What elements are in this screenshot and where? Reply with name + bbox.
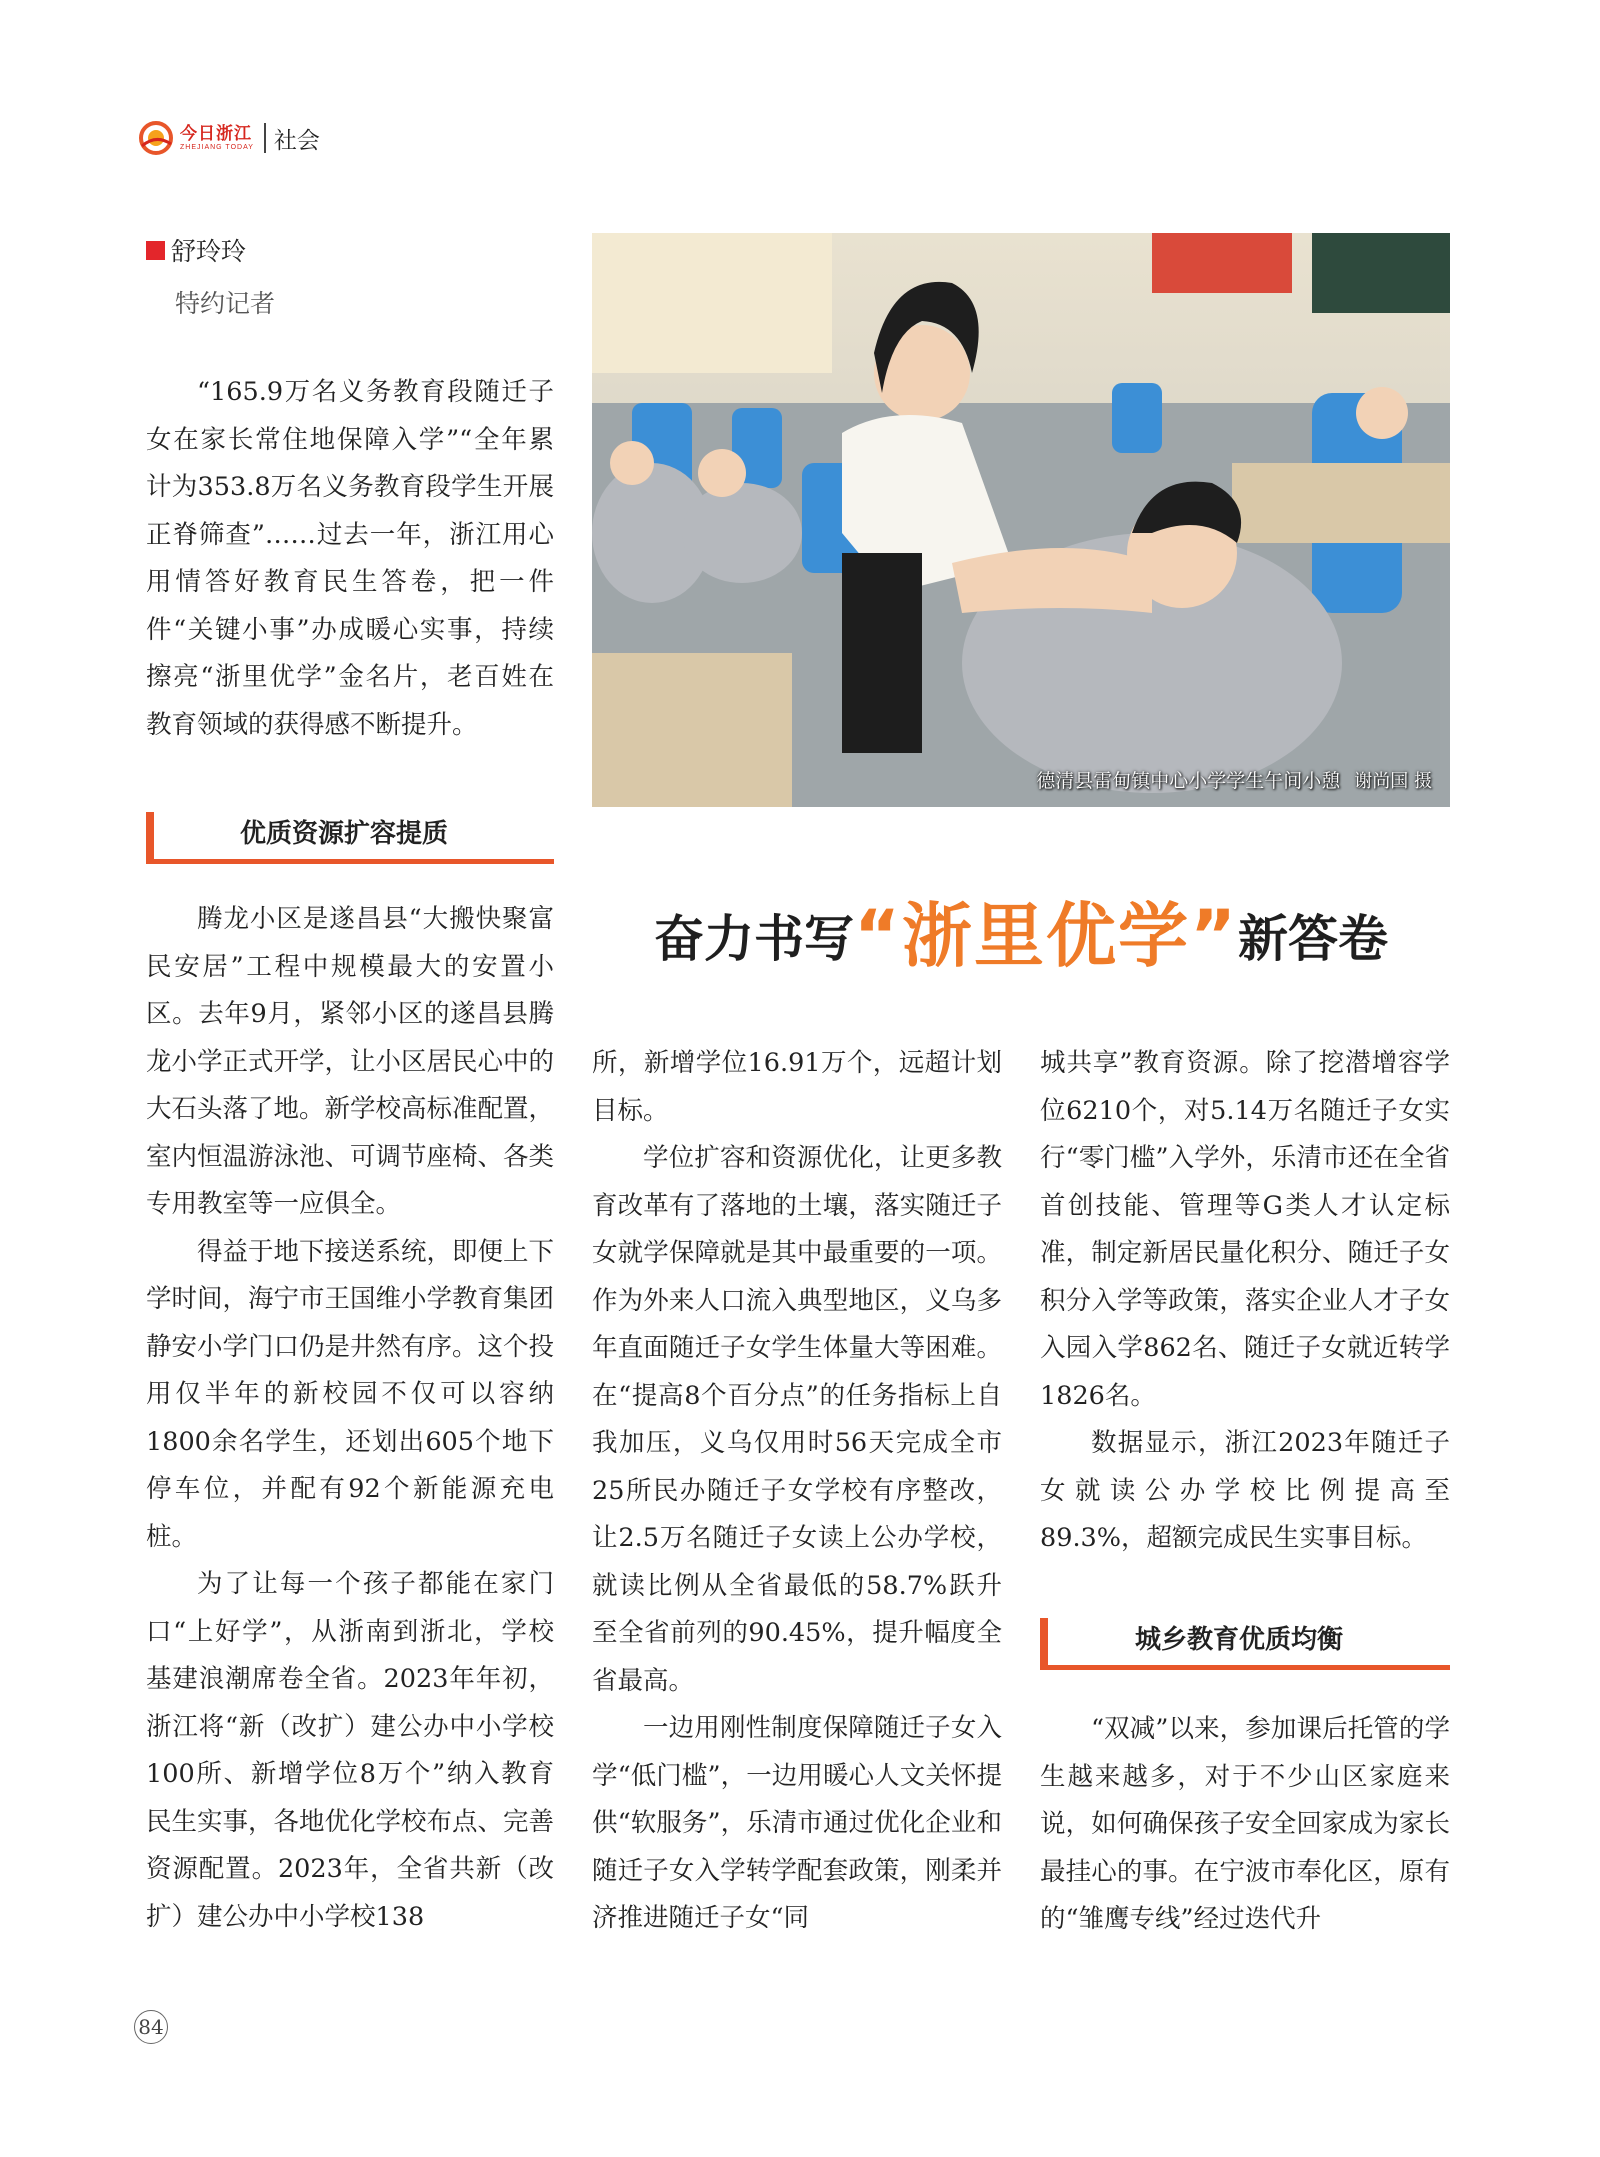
article-title — [592, 880, 1450, 981]
page-header — [138, 118, 320, 158]
byline — [146, 232, 275, 320]
intro-paragraph: “165.9万名义务教育段随迁子女在家长常住地保障入学”“全年累计为353.8万名义务教育段学生开展正脊筛查”……过去一年，浙江用心用情答好教育民生答卷，把一件件“关键小事”办成暖心实事，持续擦亮“浙里优学”金名片，老百姓在教育领域的获得感不断提升。 — [146, 377, 554, 740]
paragraph: 一边用刚性制度保障随迁子女入学“低门槛”，一边用暖心人文关怀提供“软服务”，乐清市通过优化企业和随迁子女入学转学配套政策，刚柔并济推进随迁子女“同 — [592, 1713, 1002, 1933]
paragraph: 数据显示，浙江2023年随迁子女就读公办学校比例提高至89.3%，超额完成民生实事目标。 — [1040, 1428, 1450, 1553]
column-3 — [1040, 1040, 1450, 1563]
brand-english-name: ZHEJIANG TODAY — [180, 143, 254, 151]
page-number: 84 — [134, 2010, 168, 2044]
subhead-text: 城乡教育优质均衡 — [1134, 1625, 1343, 1655]
brand-name: 今日浙江 — [180, 123, 252, 144]
paragraph: “双减”以来，参加课后托管的学生越来越多，对于不少山区家庭来说，如何确保孩子安全回家成为家长最挂心的事。在宁波市奉化区，原有的“雏鹰专线”经过迭代升 — [1040, 1714, 1450, 1934]
author-line — [146, 232, 275, 268]
paragraph: 学位扩容和资源优化，让更多教育改革有了落地的土壤，落实随迁子女就学保障就是其中最重要的一项。作为外来人口流入典型地区，义乌多年直面随迁子女学生体量大等困难。在“提高8个百分点”的任务指标上自我加压，义乌仅用时56天完成全市25所民办随迁子女学校有序整改，让2.5万名随迁子女读上公办学校，就读比例从全省最低的58.7%跃升至全省前列的90.45%，提升幅度全省最高。 — [592, 1143, 1002, 1696]
subhead-quality-resources — [146, 812, 554, 864]
intro-column — [146, 369, 554, 749]
header-divider — [264, 123, 266, 153]
subhead-urban-rural-balance — [1040, 1618, 1450, 1670]
column-1 — [146, 896, 554, 1941]
subhead-text: 优质资源扩容提质 — [239, 819, 448, 849]
red-square-icon — [146, 241, 165, 260]
zhejiang-today-logo-icon — [138, 120, 174, 156]
article-photo — [592, 233, 1450, 807]
section-label: 社会 — [273, 127, 320, 154]
title-highlight: “浙里优学” — [853, 895, 1238, 977]
title-part-2: 新答卷 — [1238, 909, 1388, 968]
paragraph: 城共享”教育资源。除了挖潜增容学位6210个，对5.14万名随迁子女实行“零门槛”入学外，乐清市还在全省首创技能、管理等G类人才认定标准，制定新居民量化积分、随迁子女积分入学等政策，落实企业人才子女入园入学862名、随迁子女就近转学1826名。 — [1040, 1048, 1450, 1411]
caption-text: 德清县雷甸镇中心小学学生午间小憩 — [1036, 770, 1341, 792]
column-3-continued — [1040, 1706, 1450, 1944]
title-part-1: 奋力书写 — [653, 909, 854, 968]
photo-credit: 谢尚国 摄 — [1354, 771, 1432, 792]
author-name: 舒玲玲 — [171, 237, 247, 266]
column-2 — [592, 1040, 1002, 1943]
paragraph: 为了让每一个孩子都能在家门口“上好学”，从浙南到浙北，学校基建浪潮席卷全省。2023年年初，浙江将“新（改扩）建公办中小学校100所、新增学位8万个”纳入教育民生实事，各地优化学校布点、完善资源配置。2023年，全省共新（改扩）建公办中小学校138 — [146, 1569, 555, 1932]
brand — [180, 125, 254, 152]
author-role: 特约记者 — [175, 289, 276, 318]
photo-caption — [1036, 766, 1432, 793]
paragraph: 得益于地下接送系统，即便上下学时间，海宁市王国维小学教育集团静安小学门口仍是井然有序。这个投用仅半年的新校园不仅可以容纳1800余名学生，还划出605个地下停车位，并配有92个新能源充电桩。 — [146, 1236, 555, 1552]
classroom-nap-photo-icon — [592, 233, 1450, 807]
paragraph: 腾龙小区是遂昌县“大搬快聚富民安居”工程中规模最大的安置小区。去年9月，紧邻小区的遂昌县腾龙小学正式开学，让小区居民心中的大石头落了地。新学校高标准配置，室内恒温游泳池、可调节座椅、各类专用教室等一应俱全。 — [146, 904, 555, 1219]
paragraph: 所，新增学位16.91万个，远超计划目标。 — [592, 1048, 1002, 1126]
